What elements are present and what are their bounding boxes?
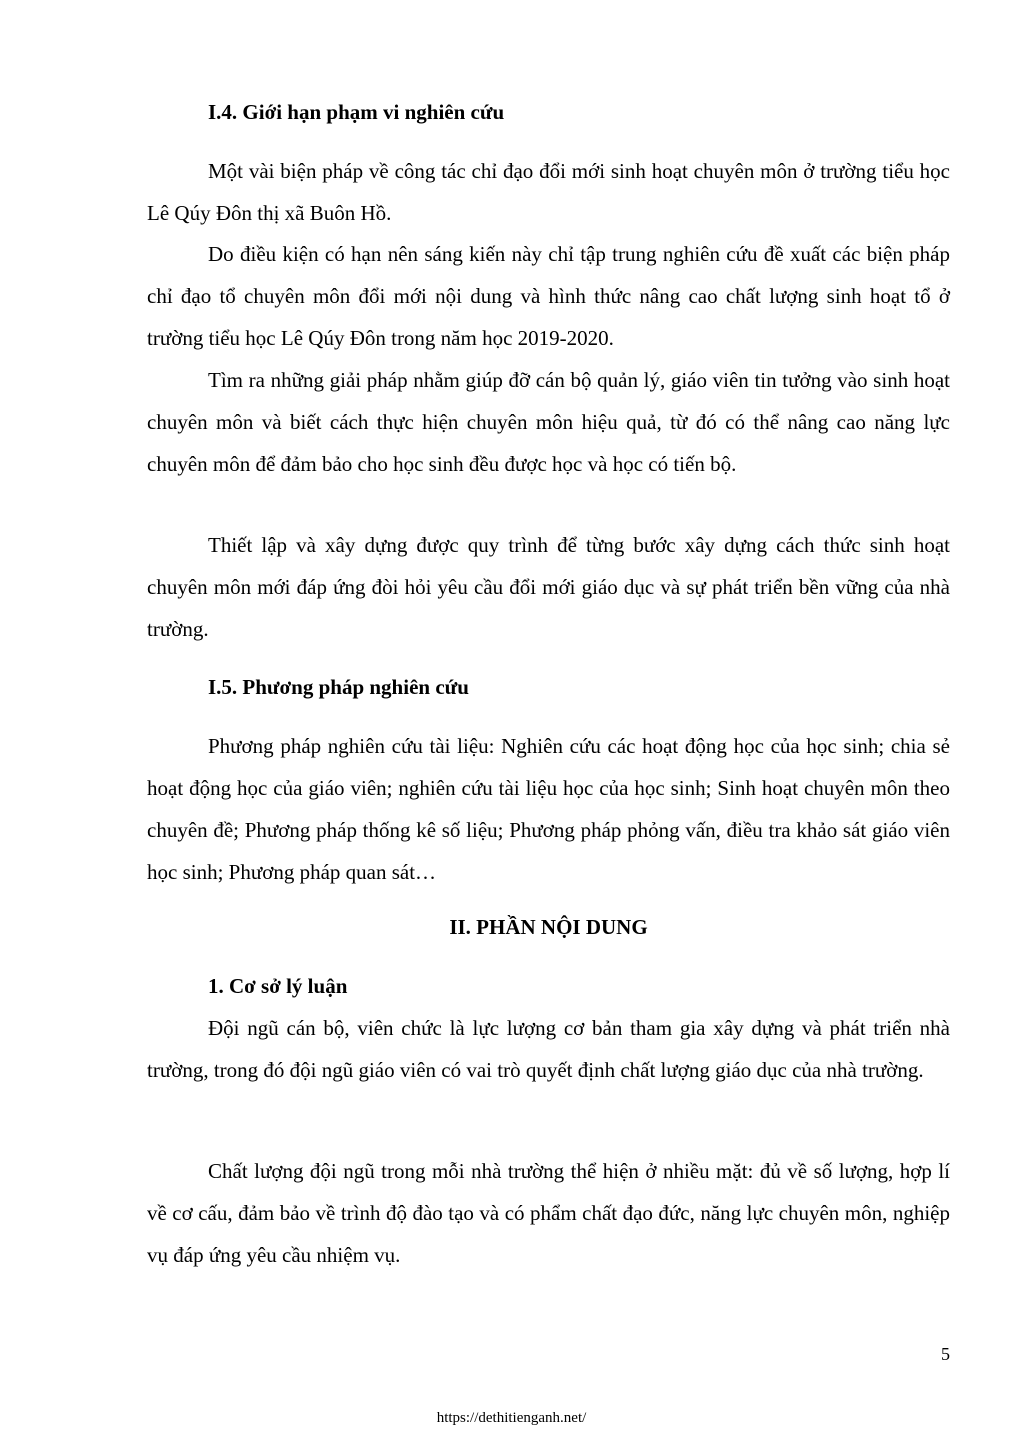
section-heading-1-5: I.5. Phương pháp nghiên cứu — [208, 675, 469, 699]
paragraph: Tìm ra những giải pháp nhằm giúp đỡ cán bộ quản lý, giáo viên tin tưởng vào sinh hoạt chuyên môn và biết cách thực hiện chuyên môn hiệu quả, từ đó có thể nâng cao năng lực chuyên môn để đảm bảo cho học sinh đều được học và học có tiến bộ. — [147, 368, 950, 476]
section-heading-2-1: 1. Cơ sở lý luận — [208, 974, 348, 998]
paragraph: Do điều kiện có hạn nên sáng kiến này chỉ tập trung nghiên cứu đề xuất các biện pháp chỉ đạo tổ chuyên môn đổi mới nội dung và hình thức nâng cao chất lượng sinh hoạt tổ ở trường tiểu học Lê Qúy Đôn trong năm học 2019-2020. — [147, 242, 950, 350]
paragraph: Chất lượng đội ngũ trong mỗi nhà trường thể hiện ở nhiều mặt: đủ về số lượng, hợp lí về cơ cấu, đảm bảo về trình độ đào tạo và có phẩm chất đạo đức, năng lực chuyên môn, nghiệp vụ đáp ứng yêu cầu nhiệm vụ. — [147, 1159, 950, 1267]
section-heading-1-4: I.4. Giới hạn phạm vi nghiên cứu — [208, 100, 505, 124]
page-number: 5 — [941, 1344, 950, 1364]
paragraph: Một vài biện pháp về công tác chỉ đạo đổi mới sinh hoạt chuyên môn ở trường tiểu học Lê Qúy Đôn thị xã Buôn Hồ. — [147, 159, 950, 225]
footer-url[interactable]: https://dethitienganh.net/ — [436, 1410, 587, 1426]
paragraph: Phương pháp nghiên cứu tài liệu: Nghiên cứu các hoạt động học của học sinh; chia sẻ hoạt động học của giáo viên; nghiên cứu tài liệu học của học sinh; Sinh hoạt chuyên môn theo chuyên đề; Phương pháp thống kê số liệu; Phương pháp phỏng vấn, điều tra khảo sát giáo viên học sinh; Phương pháp quan sát… — [147, 734, 950, 884]
paragraph: Đội ngũ cán bộ, viên chức là lực lượng cơ bản tham gia xây dựng và phát triển nhà trường, trong đó đội ngũ giáo viên có vai trò quyết định chất lượng giáo dục của nhà trường. — [147, 1016, 950, 1082]
paragraph: Thiết lập và xây dựng được quy trình để từng bước xây dựng cách thức sinh hoạt chuyên môn mới đáp ứng đòi hỏi yêu cầu đổi mới giáo dục và sự phát triển bền vững của nhà trường. — [147, 533, 950, 641]
part-heading: II. PHẦN NỘI DUNG — [449, 915, 648, 939]
